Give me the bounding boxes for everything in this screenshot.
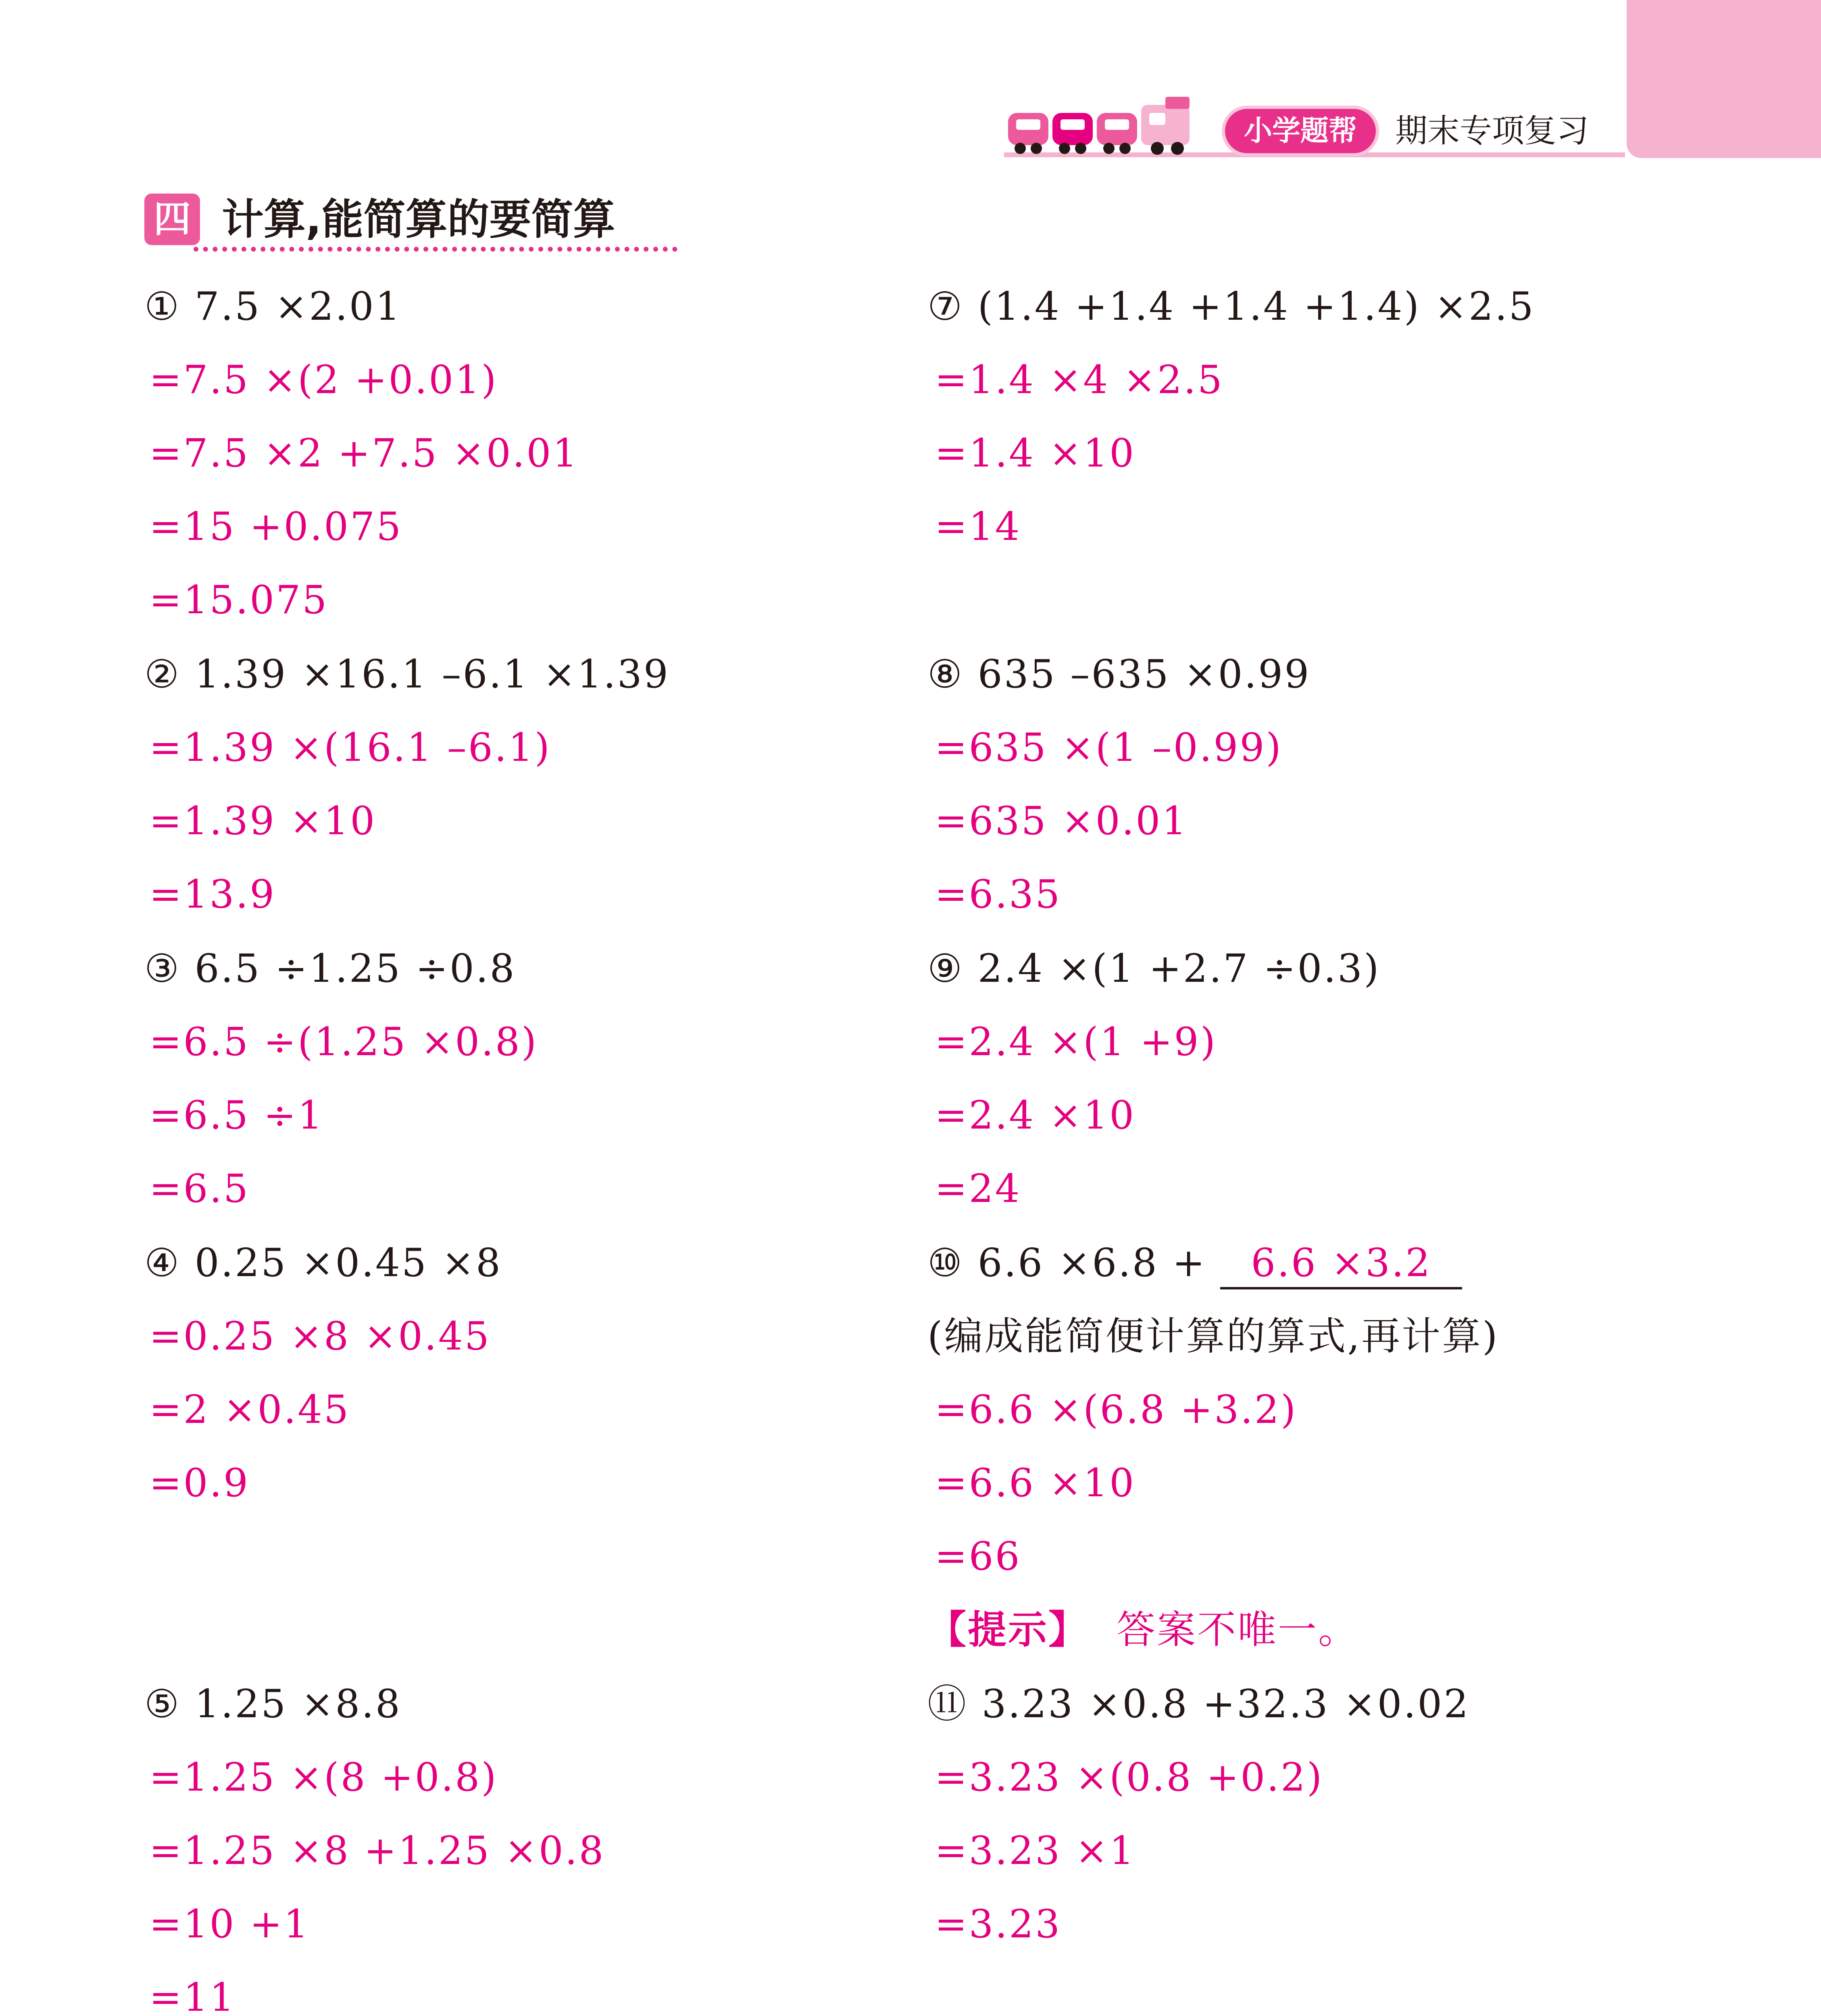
solution-step: =15 +0.075 — [149, 504, 403, 549]
train-icon — [1004, 93, 1214, 161]
solution-step: =1.4 ×10 — [935, 431, 1136, 476]
problem-question: ④ 0.25 ×0.45 ×8 — [144, 1240, 502, 1285]
solution-step: =7.5 ×(2 +0.01) — [149, 357, 498, 402]
section-number-badge: 四 — [144, 194, 200, 245]
solution-step: =10 +1 — [149, 1901, 310, 1947]
solution-step: =13.9 — [149, 872, 276, 917]
solution-step: =11 — [149, 1975, 236, 2016]
header-title: 期末专项复习 — [1395, 112, 1589, 150]
solution-step: =6.6 ×(6.8 +3.2) — [935, 1387, 1298, 1432]
solution-step: =1.25 ×8 +1.25 ×0.8 — [149, 1828, 605, 1873]
solution-step: =1.25 ×(8 +0.8) — [149, 1755, 498, 1800]
solution-step: =635 ×0.01 — [935, 798, 1188, 843]
hint-line — [927, 1606, 1358, 1654]
problem-question — [927, 1239, 1462, 1289]
solution-step: =24 — [935, 1166, 1021, 1211]
problem-question: ⑪ 3.23 ×0.8 +32.3 ×0.02 — [927, 1681, 1470, 1727]
problem-question: ⑦ (1.4 +1.4 +1.4 +1.4) ×2.5 — [927, 284, 1535, 329]
solution-step: =14 — [935, 504, 1021, 549]
solution-step: =2 ×0.45 — [149, 1387, 350, 1432]
solution-step: =3.23 — [935, 1901, 1062, 1947]
solution-step: =1.4 ×4 ×2.5 — [935, 357, 1224, 402]
fill-in-blank-answer: 6.6 ×3.2 — [1220, 1239, 1462, 1289]
brand-badge: 小学题帮 — [1222, 106, 1379, 156]
problem-question: ③ 6.5 ÷1.25 ÷0.8 — [144, 946, 516, 991]
solution-step: =1.39 ×10 — [149, 798, 377, 843]
solution-step: =7.5 ×2 +7.5 ×0.01 — [149, 431, 579, 476]
problem-question: ⑤ 1.25 ×8.8 — [144, 1681, 402, 1727]
solution-step: =6.6 ×10 — [935, 1460, 1136, 1506]
solution-step: =15.075 — [149, 577, 329, 623]
solution-step: =3.23 ×1 — [935, 1828, 1136, 1873]
section-underline-dots — [194, 247, 677, 252]
hint-text: 答案不唯一。 — [1117, 1607, 1359, 1652]
solution-step: =0.9 — [149, 1460, 250, 1506]
solution-step: =6.35 — [935, 872, 1062, 917]
question-text: ⑩ 6.6 ×6.8 + — [927, 1240, 1206, 1285]
solution-step: =1.39 ×(16.1 –6.1) — [149, 725, 551, 770]
solution-step: =0.25 ×8 ×0.45 — [149, 1314, 491, 1359]
solution-step: =635 ×(1 –0.99) — [935, 725, 1283, 770]
solution-step: =6.5 ÷(1.25 ×0.8) — [149, 1019, 538, 1064]
solution-step: =6.5 ÷1 — [149, 1093, 324, 1138]
solution-step: =6.5 — [149, 1166, 250, 1211]
problem-question: ⑨ 2.4 ×(1 +2.7 ÷0.3) — [927, 946, 1381, 991]
corner-tab-decoration — [1627, 0, 1821, 158]
section-title: 计算,能简算的要简算 — [222, 195, 615, 244]
solution-step: =66 — [935, 1534, 1021, 1579]
solution-step: =2.4 ×10 — [935, 1093, 1136, 1138]
solution-step: =3.23 ×(0.8 +0.2) — [935, 1755, 1324, 1800]
problem-question: ① 7.5 ×2.01 — [144, 284, 402, 329]
problem-instruction: (编成能简便计算的算式,再计算) — [927, 1314, 1499, 1359]
hint-label: 【提示】 — [927, 1607, 1089, 1652]
problem-question: ② 1.39 ×16.1 –6.1 ×1.39 — [144, 652, 670, 697]
solution-step: =2.4 ×(1 +9) — [935, 1019, 1217, 1064]
problem-question: ⑧ 635 –635 ×0.99 — [927, 652, 1311, 697]
